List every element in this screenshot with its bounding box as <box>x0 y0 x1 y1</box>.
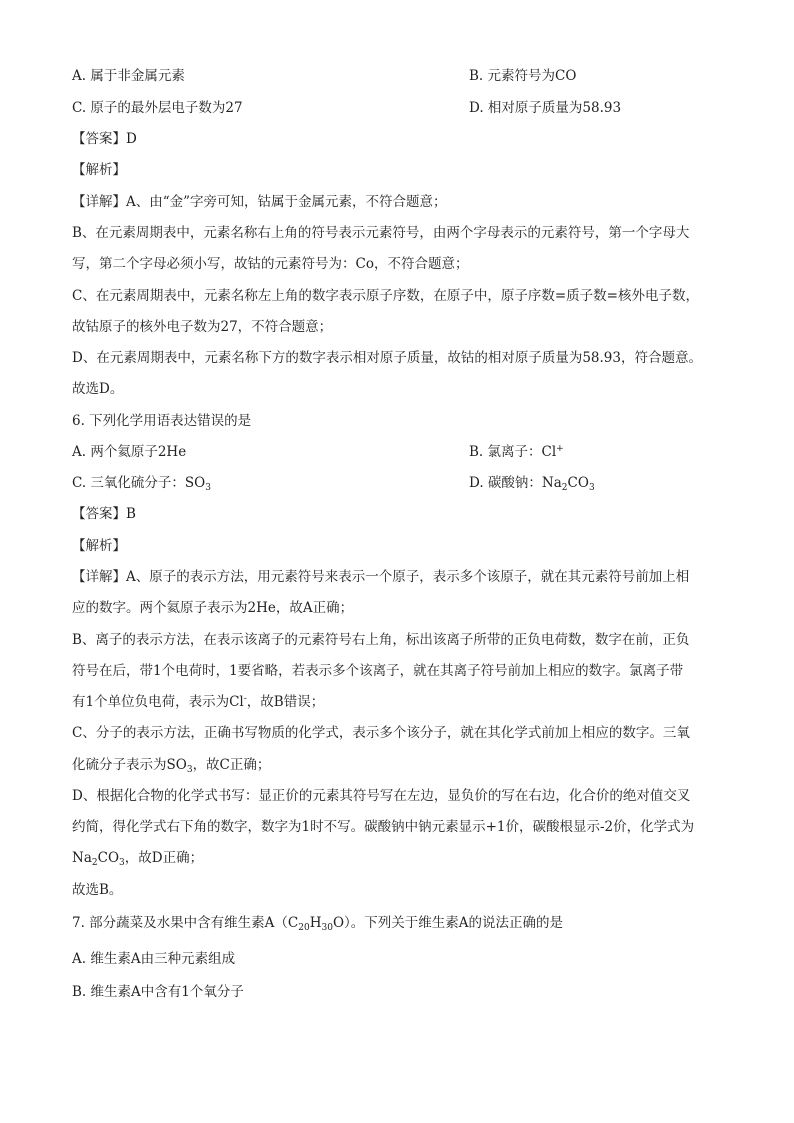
q6-option-row-2 <box>72 473 595 493</box>
q7-stem: 7. 部分蔬菜及水果中含有维生素$A(C_{20}H_{30}O)$。下列关于维生素A的说法正确的是 <box>72 915 564 933</box>
q5-option-b: B. 元素符号为CO <box>469 68 577 84</box>
q6-detail-a-2: 应的数字。两个氦原子表示为2He，故A正确； <box>72 600 354 616</box>
q6-option-row-1 <box>72 442 564 462</box>
q5-analysis-heading: 【解析】 <box>72 162 126 178</box>
q5-detail-a: 【详解】A、由“金”字旁可知，钴属于金属元素，不符合题意； <box>72 194 447 210</box>
q6-stem: 6. 下列化学用语表达错误的是 <box>72 413 252 429</box>
q5-conclusion: 故选D。 <box>72 381 124 397</box>
q5-detail-b-2: 写，第二个字母必须小写，故钴的元素符号为：Co，不符合题意； <box>72 256 469 272</box>
q6-detail-d-2: 约简，得化学式右下角的数字，数字为1时不写。碳酸钠中钠元素显示+1价，碳酸根显示-2价，化学式为 <box>72 819 695 835</box>
q5-option-row-2 <box>72 98 622 118</box>
q5-option-c: C. 原子的最外层电子数为27 <box>72 100 243 116</box>
q5-detail-d: D、在元素周期表中，元素名称下方的数字表示相对原子质量，故钴的相对原子质量为58.93，符合题意。 <box>72 350 702 366</box>
q6-analysis-heading: 【解析】 <box>72 538 126 554</box>
q5-answer: 【答案】D <box>72 131 137 147</box>
q6-option-c: C. 三氧化硫分子：$SO_3$ <box>72 475 211 493</box>
q6-conclusion: 故选B。 <box>72 882 123 898</box>
q6-detail-b-2: 符号在后，带1个电荷时，1要省略，若表示多个该离子，就在其离子符号前加上相应的数字。氯离子带 <box>72 663 684 679</box>
q6-detail-d-1: D、根据化合物的化学式书写：显正价的元素其符号写在左边，显负价的写在右边，化合价的绝对值交叉 <box>72 788 691 804</box>
q5-option-row-1 <box>72 66 577 86</box>
q6-detail-c-1: C、分子的表示方法，正确书写物质的化学式，表示多个该分子，就在其化学式前加上相应的数字。三氧 <box>72 725 690 741</box>
q5-detail-c-1: C、在元素周期表中，元素名称左上角的数字表示原子序数，在原子中，原子序数=质子数=核外电子数， <box>72 288 699 304</box>
q7-option-b: B. 维生素A中含有1个氧分子 <box>72 984 244 1000</box>
q6-detail-d-3: $Na_2CO_3$，故D正确； <box>72 850 204 868</box>
q6-detail-a-1: 【详解】A、原子的表示方法，用元素符号来表示一个原子，表示多个该原子，就在其元素符号前加上相 <box>72 569 690 585</box>
q6-detail-b-3: 有1个单位负电荷，表示为Cl-，故B错误； <box>72 694 325 710</box>
q5-detail-b-1: B、在元素周期表中，元素名称右上角的符号表示元素符号，由两个字母表示的元素符号，第一个字母大 <box>72 225 690 241</box>
q7-option-a: A. 维生素A由三种元素组成 <box>72 951 236 967</box>
q5-option-a: A. 属于非金属元素 <box>72 68 185 84</box>
q6-option-d: D. 碳酸钠：$Na_2CO_3$ <box>469 475 595 493</box>
q6-answer: 【答案】B <box>72 506 136 522</box>
q6-option-b: B. 氯离子：Cl+ <box>469 444 564 460</box>
q5-detail-c-2: 故钴原子的核外电子数为27，不符合题意； <box>72 319 333 335</box>
q6-option-a: A. 两个氦原子2He <box>72 444 187 460</box>
q6-detail-c-2: 化硫分子表示为$SO_3$，故C正确； <box>72 757 271 775</box>
q5-option-d: D. 相对原子质量为58.93 <box>469 100 622 116</box>
q6-detail-b-1: B、离子的表示方法，在表示该离子的元素符号右上角，标出该离子所带的正负电荷数，数字在前，正负 <box>72 632 690 648</box>
